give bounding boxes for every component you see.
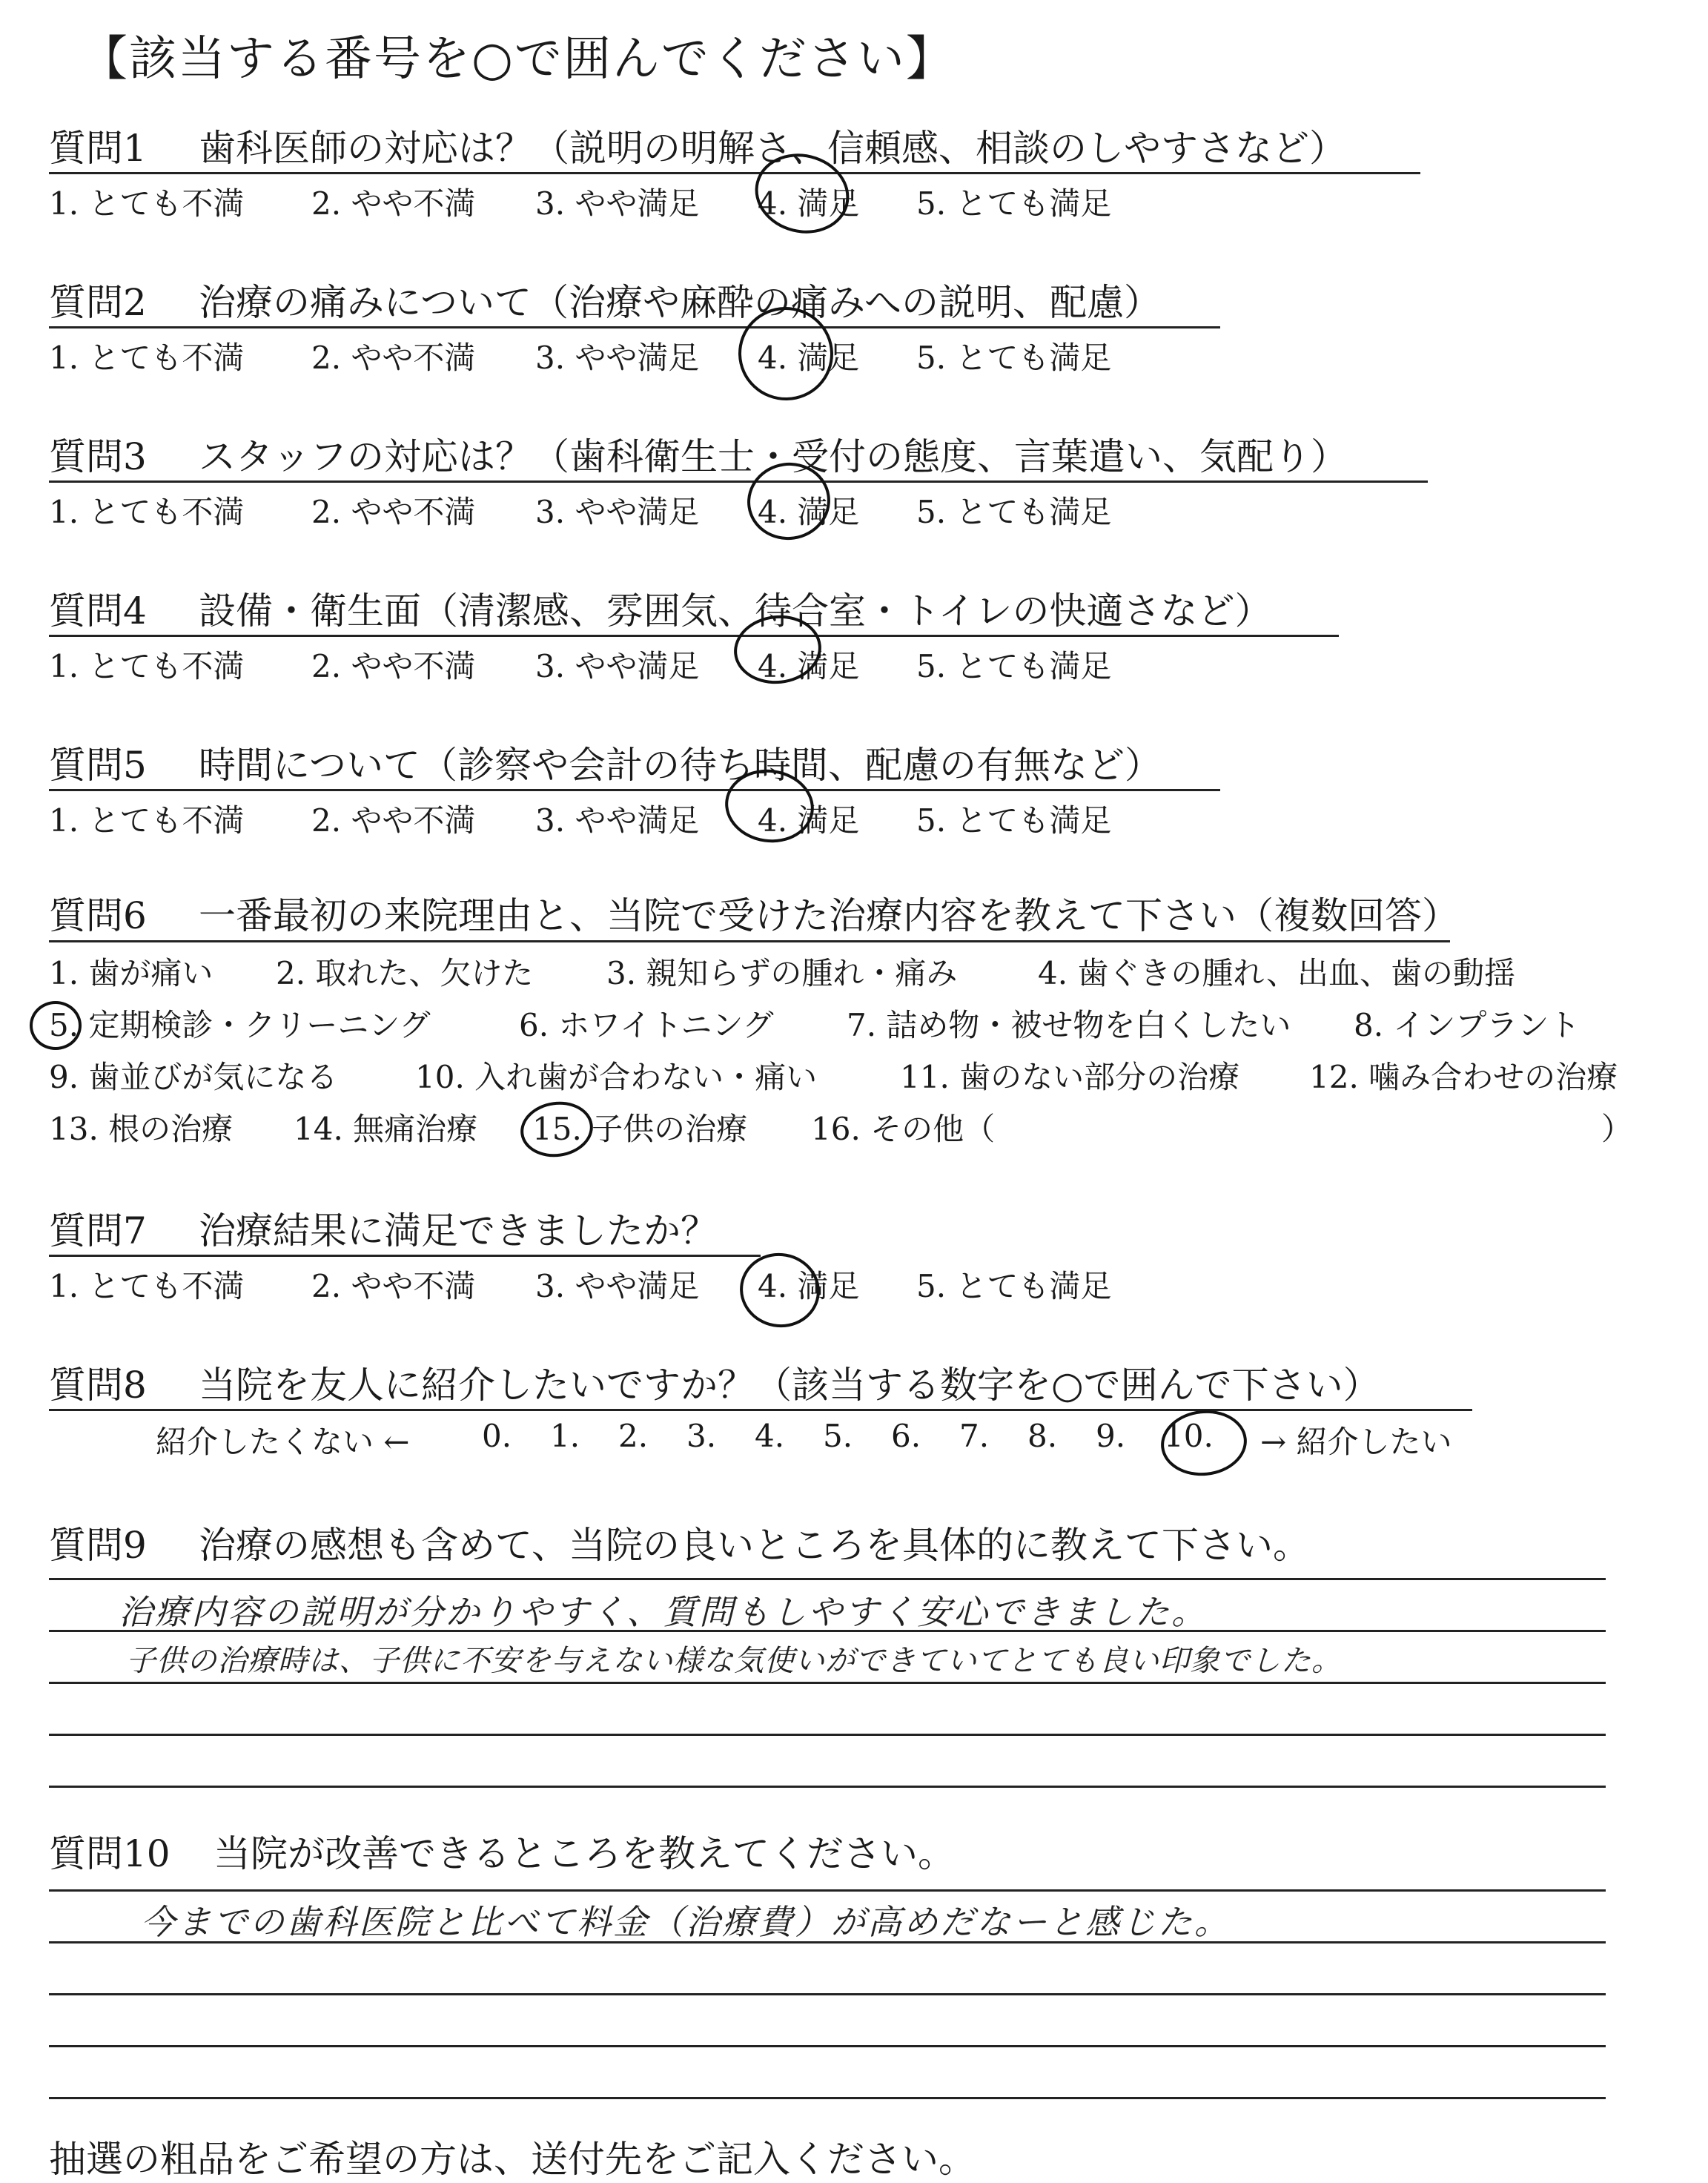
q1-option-1[interactable]: 1. とても不満: [49, 185, 245, 222]
q7-option-3[interactable]: 3. やや満足: [535, 1268, 700, 1304]
q8-right-label: → 紹介したい: [1260, 1424, 1452, 1460]
q10-writing-line: [49, 1941, 1606, 1943]
q6-other-close-paren: ）: [1601, 1111, 1633, 1147]
q5-option-2[interactable]: 2. やや不満: [311, 802, 476, 839]
q1-option-4[interactable]: 4. 満足: [758, 185, 860, 222]
q8-scale-8[interactable]: 8.: [1027, 1418, 1058, 1454]
q4-option-2[interactable]: 2. やや不満: [311, 648, 476, 684]
q10-label: 質問10: [49, 1832, 171, 1875]
q9-text: 治療の感想も含めて、当院の良いところを具体的に教えて下さい。: [199, 1524, 1310, 1567]
instruction-heading: 【該当する番号を○で囲んでください】: [80, 32, 955, 87]
q7-option-5[interactable]: 5. とても満足: [916, 1268, 1112, 1304]
q7-option-4[interactable]: 4. 満足: [758, 1268, 860, 1304]
q8-scale-1[interactable]: 1.: [550, 1418, 580, 1454]
q10-writing-line: [49, 2097, 1606, 2099]
q7-label: 質問7: [49, 1209, 147, 1252]
q6-option-16[interactable]: 16. その他（: [811, 1111, 996, 1147]
q6-option-5[interactable]: 5. 定期検診・クリーニング: [49, 1007, 431, 1043]
q3-option-5[interactable]: 5. とても満足: [916, 494, 1112, 530]
q8-scale-6[interactable]: 6.: [891, 1418, 921, 1454]
q2-text: 治療の痛みについて（治療や麻酔の痛みへの説明、配慮）: [199, 281, 1161, 324]
q8-left-label: 紹介したくない ←: [156, 1424, 410, 1460]
q4-option-1[interactable]: 1. とても不満: [49, 648, 245, 684]
q6-option-9[interactable]: 9. 歯並びが気になる: [49, 1059, 338, 1095]
q1-option-5[interactable]: 5. とても満足: [916, 185, 1112, 222]
q8-scale-10[interactable]: 10.: [1164, 1418, 1214, 1454]
q3-underline: [49, 480, 1428, 483]
q9-writing-line: [49, 1578, 1606, 1580]
q4-option-3[interactable]: 3. やや満足: [535, 648, 700, 684]
q8-scale-4[interactable]: 4.: [755, 1418, 785, 1454]
q7-option-2[interactable]: 2. やや不満: [311, 1268, 476, 1304]
q8-scale-5[interactable]: 5.: [823, 1418, 853, 1454]
q6-text: 一番最初の来院理由と、当院で受けた治療内容を教えて下さい（複数回答）: [199, 894, 1459, 937]
q6-option-13[interactable]: 13. 根の治療: [49, 1111, 234, 1147]
q6-option-10[interactable]: 10. 入れ歯が合わない・痛い: [415, 1059, 818, 1095]
q7-text: 治療結果に満足できましたか？: [199, 1209, 718, 1252]
q7-underline: [49, 1255, 761, 1257]
q5-option-1[interactable]: 1. とても不満: [49, 802, 245, 839]
q9-label: 質問9: [49, 1524, 147, 1567]
q10-answer-line-1[interactable]: 今までの歯科医院と比べて料金（治療費）が高めだなーと感じた。: [141, 1902, 1231, 1942]
q10-writing-line: [49, 1993, 1606, 1995]
q6-option-7[interactable]: 7. 詰め物・被せ物を白くしたい: [847, 1007, 1291, 1043]
q8-scale-3[interactable]: 3.: [686, 1418, 717, 1454]
q8-label: 質問8: [49, 1364, 147, 1407]
q6-underline: [49, 940, 1450, 942]
q5-option-5[interactable]: 5. とても満足: [916, 802, 1112, 839]
q4-option-5[interactable]: 5. とても満足: [916, 648, 1112, 684]
q5-option-3[interactable]: 3. やや満足: [535, 802, 700, 839]
q1-underline: [49, 172, 1420, 174]
q2-option-5[interactable]: 5. とても満足: [916, 340, 1112, 376]
q2-option-4[interactable]: 4. 満足: [758, 340, 860, 376]
q4-label: 質問4: [49, 589, 147, 633]
q4-option-4[interactable]: 4. 満足: [758, 648, 860, 684]
q3-text: スタッフの対応は？（歯科衛生士・受付の態度、言葉遣い、気配り）: [199, 435, 1348, 478]
q5-text: 時間について（診察や会計の待ち時間、配慮の有無など）: [199, 744, 1162, 787]
q4-underline: [49, 635, 1339, 637]
q10-writing-line: [49, 1889, 1606, 1892]
q9-answer-line-1[interactable]: 治療内容の説明が分かりやすく、質問もしやすく安心できました。: [119, 1592, 1208, 1632]
q1-label: 質問1: [49, 127, 147, 170]
q10-writing-line: [49, 2045, 1606, 2047]
q9-writing-line: [49, 1630, 1606, 1632]
q2-option-1[interactable]: 1. とても不満: [49, 340, 245, 376]
q4-text: 設備・衛生面（清潔感、雰囲気、待合室・トイレの快適さなど）: [199, 589, 1272, 633]
q6-option-11[interactable]: 11. 歯のない部分の治療: [900, 1059, 1240, 1095]
q6-option-8[interactable]: 8. インプラント: [1354, 1007, 1580, 1043]
q8-scale-0[interactable]: 0.: [482, 1418, 512, 1454]
q10-text: 当院が改善できるところを教えてください。: [214, 1832, 955, 1875]
q9-writing-line: [49, 1682, 1606, 1684]
q6-option-6[interactable]: 6. ホワイトニング: [519, 1007, 774, 1043]
q3-option-4[interactable]: 4. 満足: [758, 494, 860, 530]
q1-option-3[interactable]: 3. やや満足: [535, 185, 700, 222]
q3-option-1[interactable]: 1. とても不満: [49, 494, 245, 530]
q6-label: 質問6: [49, 894, 147, 937]
q6-option-1[interactable]: 1. 歯が痛い: [49, 955, 214, 991]
q2-label: 質問2: [49, 281, 147, 324]
q8-scale-7[interactable]: 7.: [959, 1418, 990, 1454]
q6-option-14[interactable]: 14. 無痛治療: [294, 1111, 478, 1147]
q6-option-12[interactable]: 12. 噛み合わせの治療: [1309, 1059, 1618, 1095]
q2-option-2[interactable]: 2. やや不満: [311, 340, 476, 376]
q1-option-2[interactable]: 2. やや不満: [311, 185, 476, 222]
q3-option-2[interactable]: 2. やや不満: [311, 494, 476, 530]
q2-underline: [49, 326, 1220, 328]
q6-option-15[interactable]: 15. 子供の治療: [532, 1111, 748, 1147]
q2-option-3[interactable]: 3. やや満足: [535, 340, 700, 376]
q6-option-2[interactable]: 2. 取れた、欠けた: [276, 955, 534, 991]
q5-underline: [49, 789, 1220, 791]
q8-underline: [49, 1409, 1472, 1411]
q9-writing-line: [49, 1786, 1606, 1788]
q6-option-4[interactable]: 4. 歯ぐきの腫れ、出血、歯の動揺: [1038, 955, 1515, 991]
q8-scale-2[interactable]: 2.: [618, 1418, 649, 1454]
q5-option-4[interactable]: 4. 満足: [758, 802, 860, 839]
q6-option-3[interactable]: 3. 親知らずの腫れ・痛み: [606, 955, 958, 991]
q1-text: 歯科医師の対応は？（説明の明解さ、信頼感、相談のしやすさなど）: [199, 127, 1346, 170]
q3-label: 質問3: [49, 435, 147, 478]
footer-note: 抽選の粗品をご希望の方は、送付先をご記入ください。: [49, 2138, 976, 2181]
q9-writing-line: [49, 1734, 1606, 1736]
q8-scale-9[interactable]: 9.: [1096, 1418, 1126, 1454]
q8-text: 当院を友人に紹介したいですか？（該当する数字を○で囲んで下さい）: [199, 1364, 1380, 1407]
q9-answer-line-2[interactable]: 子供の治療時は、子供に不安を与えない様な気使いができていてとても良い印象でした。: [126, 1644, 1342, 1678]
q3-option-3[interactable]: 3. やや満足: [535, 494, 700, 530]
q7-option-1[interactable]: 1. とても不満: [49, 1268, 245, 1304]
q5-label: 質問5: [49, 744, 147, 787]
